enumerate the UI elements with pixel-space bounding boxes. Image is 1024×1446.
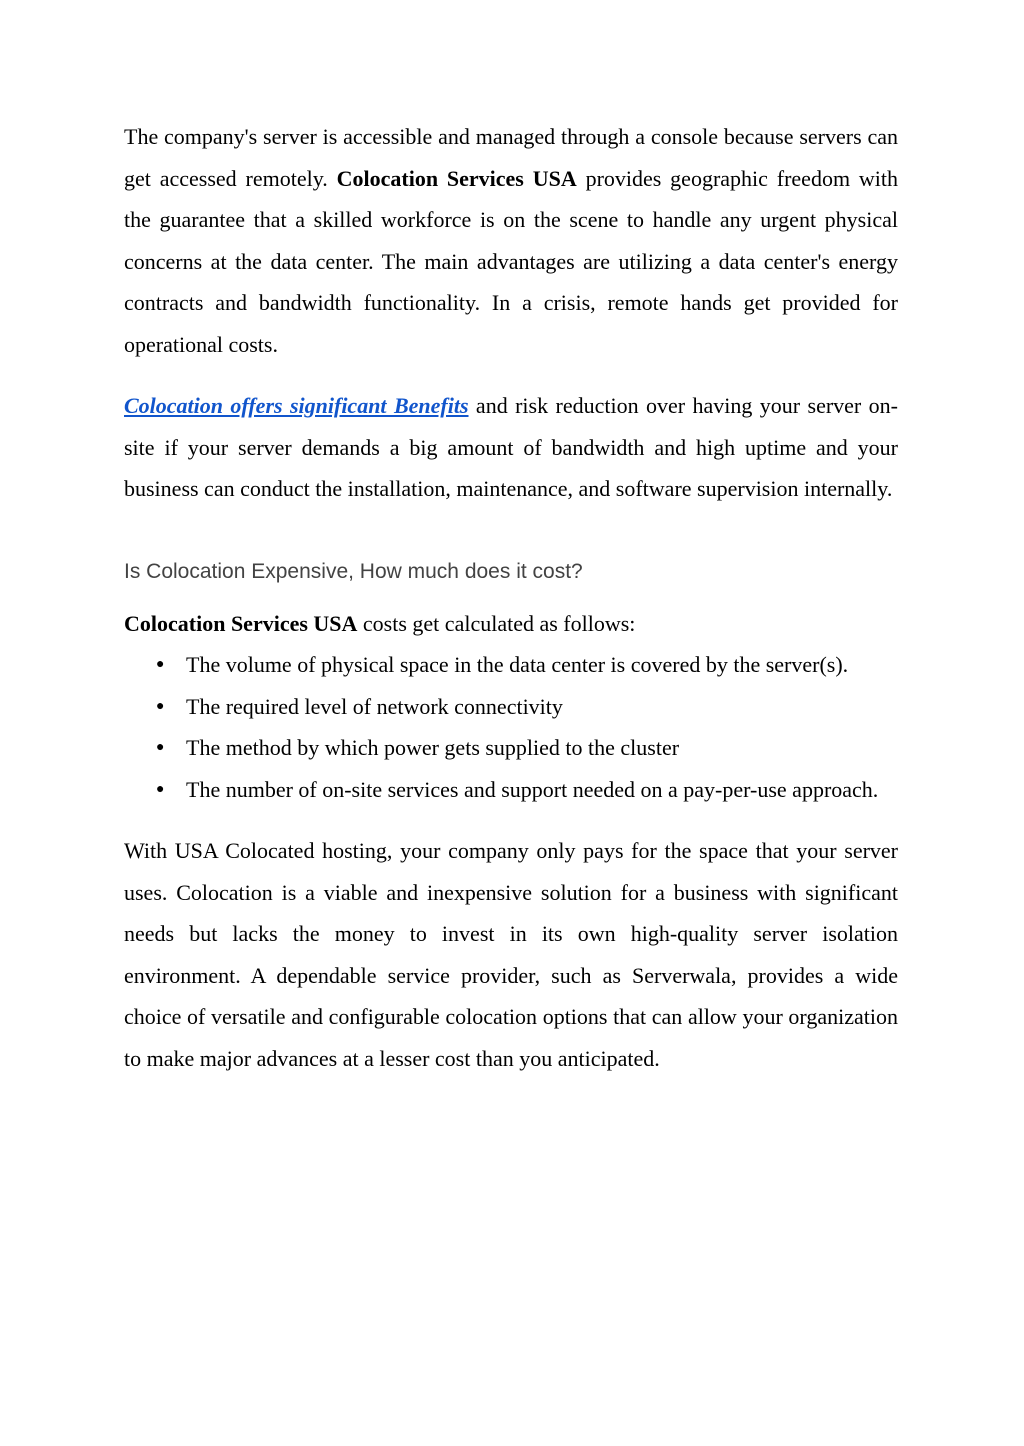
bullet-icon: ● [156, 657, 165, 672]
list-item [156, 727, 898, 769]
bold-term: Colocation Services USA [124, 610, 358, 636]
document-page [124, 116, 898, 1079]
benefits-link[interactable]: Colocation offers significant Benefits [124, 393, 469, 418]
list-item [156, 686, 898, 728]
list-item-text: The volume of physical space in the data center is covered by the server(s). [186, 652, 849, 677]
cost-intro [124, 603, 898, 645]
bullet-icon: ● [156, 781, 165, 797]
paragraph-text: and risk reduction over having your server on-site if your server demands a big amount of bandwidth and high uptime and your business can conduct the installation, maintenance, and software supervision internally. [124, 393, 898, 501]
list-item-text: The number of on-site services and support needed on a pay-per-use approach. [186, 776, 879, 802]
list-item-text: The method by which power gets supplied to the cluster [186, 735, 680, 760]
paragraph-benefits [124, 385, 898, 510]
paragraph-text: provides geographic freedom with the guarantee that a skilled workforce is on the scene to handle any urgent physical concerns at the data center. The main advantages are utilizing a data center's energy contracts and bandwidth functionality. In a crisis, remote hands get provided for operational costs. [124, 165, 899, 357]
list-item [156, 644, 898, 686]
cost-factors-list [124, 644, 898, 810]
section-heading: Is Colocation Expensive, How much does it cost? [124, 559, 583, 583]
bold-term: Colocation Services USA [336, 165, 577, 191]
paragraph-text: costs get calculated as follows: [357, 610, 636, 636]
paragraph-remote-access [124, 116, 898, 365]
paragraph-text: The company's server is accessible and managed through a console because servers can get accessed remotely. [124, 124, 898, 191]
bullet-icon: ● [156, 740, 165, 755]
paragraph-usa-hosting: With USA Colocated hosting, your company only pays for the space that your server uses. Colocation is a viable and inexpensive solution for a business with significant needs but lacks the money to invest in its own high-quality server isolation environment. A dependable service provider, such as Serverwala, provides a wide choice of versatile and configurable colocation options that can allow your organization to make major advances at a lesser cost than you anticipated. [124, 838, 898, 1071]
list-item [156, 769, 898, 811]
list-item-text: The required level of network connectivity [186, 693, 563, 719]
bullet-icon: ● [156, 698, 165, 714]
